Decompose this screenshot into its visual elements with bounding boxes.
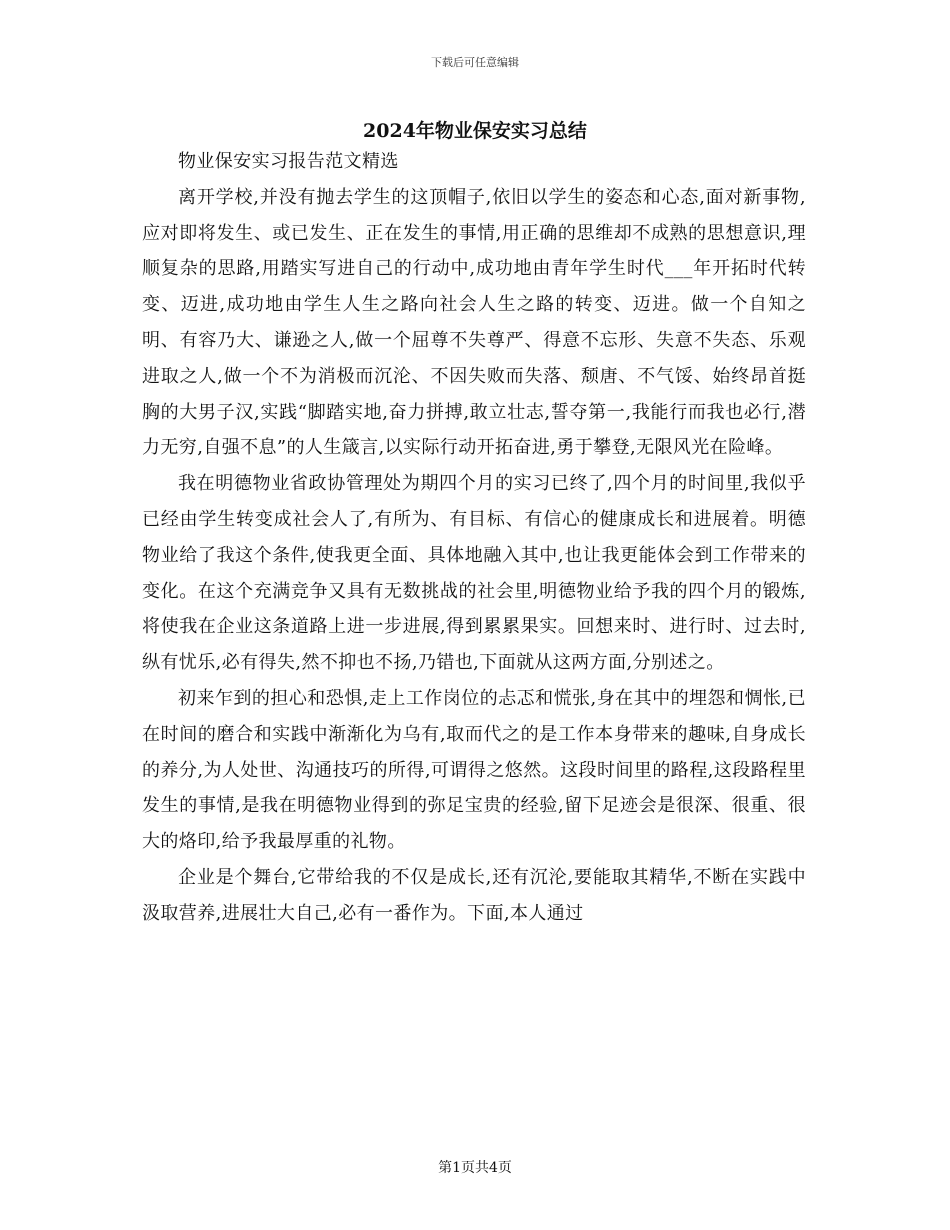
paragraph-4: 企业是个舞台,它带给我的不仅是成长,还有沉沦,要能取其精华,不断在实践中汲取营养,进展壮大自己,必有一番作为。下面,本人通过 bbox=[142, 866, 806, 924]
paragraph-1: 离开学校,并没有抛去学生的这顶帽子,依旧以学生的姿态和心态,面对新事物,应对即将发生、或已发生、正在发生的事情,用正确的思维却不成熟的思想意识,理顺复杂的思路,用踏实写进自己的行动中,成功地由青年学生时代___年开拓时代转变、迈进,成功地由学生人生之路向社会人生之路的转变、迈进。做一个自知之明、有容乃大、谦逊之人,做一个屈尊不失尊严、得意不忘形、失意不失态、乐观进取之人,做一个不为消极而沉沦、不因失败而失落、颓唐、不气馁、始终昂首挺胸的大男子汉,实践“脚踏实地,奋力拼搏,敢立壮志,誓夺第一,我能行而我也必行,潜力无穷,自强不息”的人生箴言,以实际行动开拓奋进,勇于攀登,无限风光在险峰。 bbox=[142, 186, 806, 459]
header-note: 下载后可任意编辑 bbox=[431, 56, 519, 69]
page-footer: 第1页共4页 bbox=[438, 1160, 512, 1176]
subtitle: 物业保安实习报告范文精选 bbox=[178, 151, 399, 172]
paragraph-3: 初来乍到的担心和恐惧,走上工作岗位的忐忑和慌张,身在其中的埋怨和惆怅,已在时间的磨合和实践中渐渐化为乌有,取而代之的是工作本身带来的趣味,自身成长的养分,为人处世、沟通技巧的所得,可谓得之悠然。这段时间里的路程,这段路程里发生的事情,是我在明德物业得到的弥足宝贵的经验,留下足迹会是很深、很重、很大的烙印,给予我最厚重的礼物。 bbox=[142, 687, 806, 853]
paragraph-2: 我在明德物业省政协管理处为期四个月的实习已终了,四个月的时间里,我似乎已经由学生转变成社会人了,有所为、有目标、有信心的健康成长和进展着。明德物业给了我这个条件,使我更全面、具体地融入其中,也让我更能体会到工作带来的变化。在这个充满竞争又具有无数挑战的社会里,明德物业给予我的四个月的锻炼,将使我在企业这条道路上进一步进展,得到累累果实。回想来时、进行时、过去时,纵有忧乐,必有得失,然不抑也不扬,乃错也,下面就从这两方面,分别述之。 bbox=[142, 473, 806, 674]
document-title: 2024年物业保安实习总结 bbox=[363, 120, 587, 142]
document-body bbox=[142, 144, 806, 932]
